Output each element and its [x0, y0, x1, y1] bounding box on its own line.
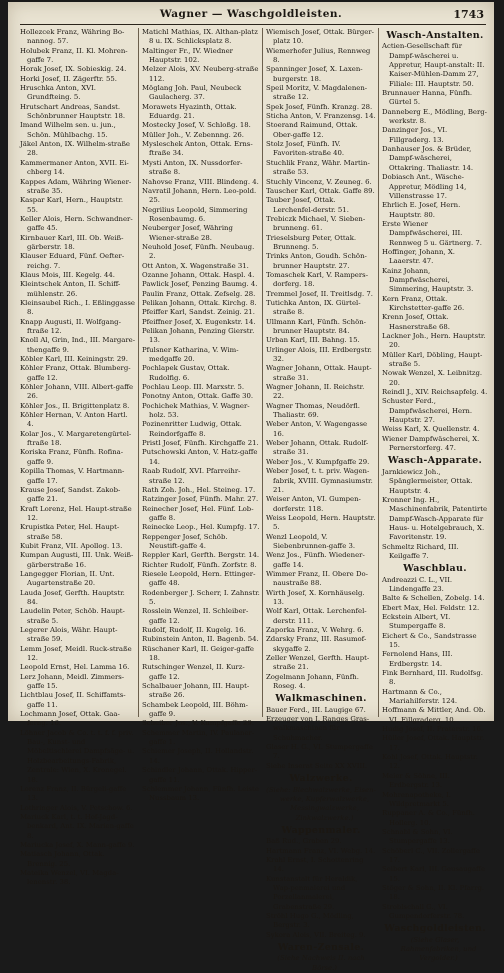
directory-entry: Rosslein Wenzel, II. Schleiber-gaffe 12. [142, 607, 249, 625]
directory-entry: Bauer Ferd., III. Laugige 67. [266, 705, 366, 714]
directory-entry: Schalbauer Johann, III. Haupt-straße 26. [142, 682, 250, 700]
directory-entry: Brunnauer Hanna, Fünfh. Gürtel 5. [382, 89, 473, 107]
directory-entry: Eckstein Albert, VI. Stumpergaffe 8. [382, 612, 451, 631]
directory-entry: Richter Rudolf, Fünfh. Zorfstr. 8. [142, 560, 257, 569]
directory-entry: Jäkel Anton, IX. Wilhelm-straße 28. [20, 140, 131, 158]
directory-entry: Schuster Ferd., Dampfwäscherei, Hern. Hauptstr. 27. [382, 397, 473, 425]
directory-entry: Mysti Anton, IX. Nussdorfer-straße 8. [142, 158, 243, 177]
directory-entry: Tremmel Josef, II. Treitlsdg. 7. [266, 289, 373, 298]
directory-entry: Wenzl Leopold, V. Siebenbrunnen-gaffe 3. [266, 532, 356, 550]
page-number: 1743 [453, 8, 484, 21]
directory-entry: Mostecky Josef, V. Schloßg. 18. [142, 121, 251, 130]
directory-entry: Danneberg E., Mödling, Berg-werkstr. 8. [382, 107, 487, 126]
directory-entry: Holubek Franz, II. Kl. Mohren-gaffe 7. [20, 46, 128, 65]
section-heading: Walzwerke. [289, 773, 353, 785]
directory-entry: Köhler Hernan, V. Anton Hartl. 4. [20, 411, 128, 429]
directory-entry: Lichtblau Josef, II. Schiffamts-gaffe 11. [20, 691, 126, 709]
directory-entry: Urban Karl, III. Bahng. 15. [266, 336, 360, 345]
directory-entry: Baß Rud., Graben 29. [266, 837, 342, 846]
directory-entry: Weiser Anton, VI. Gumpen-dorferstr. 118. [266, 495, 361, 513]
directory-entry: Weber Anton, V. Wagengasse 16. [266, 420, 368, 438]
directory-entry: Tomaschek Karl, V. Rampers-dorferg. 18. [266, 270, 369, 289]
directory-entry: Köbler Karl, III. Keiningstr. 29. [20, 355, 128, 364]
directory-entry: Schemmer Martin, IV. Paulaner-gaffe 1. [142, 728, 255, 747]
directory-entry: Ebert Max, Hel. Feldstr. 12. [382, 603, 480, 612]
directory-entry: Ott Anton, X. Wagenstraße 31. [142, 261, 249, 270]
column-divider [138, 28, 139, 717]
directory-entry: Reppenger Josef, Schöb. Neustift-gaffe 4. [142, 532, 228, 550]
directory-entry: Hartmann & Co., Mariahilferstr. 124. [382, 687, 458, 706]
directory-entry: Rubinstein Anton, II. Bagenb. 54. [142, 635, 259, 644]
directory-entry: Hruschka Anton, XVI. Grundfteing. 5. [20, 84, 96, 102]
directory-entry: Zogelmann Johann, Fünfh. Roseg. 4. [266, 672, 359, 691]
directory-entry: Müller Karl, Döbling, Haupt-straße 5. [382, 350, 483, 369]
directory-entry: Ponotny Anton, Ottak. Gaffe 30. [142, 392, 254, 401]
directory-entry: Reppler Karl, Gerfth. Bergstr. 14. [142, 551, 260, 560]
directory-entry: Fink Bernhard, III. Rudolfsg. 8. [382, 669, 483, 687]
directory-entry: Danzinger Jos., VI. Fillgraderg. 13. [382, 126, 448, 144]
directory-entry: Balte & Schellen, Zobelg. 14. [382, 594, 485, 603]
directory-entry: Langegger Florian, II. Unt. Augartenstraße 20. [20, 569, 115, 588]
directory-entry: Löhner Jacob & Co. t. t. f. f. priv. Bau-, Kunst- und Möbeltischlerei Dampfsäge- u. Holzbearbeitungs-Fabrik, Zentrale: Wien, X. Kronegel. 18. [20, 728, 135, 784]
directory-entry: Navratil Johann, Hern. Leo-pold. 25. [142, 186, 257, 205]
directory-entry: Zdarsky Franz, III. Rasumof-skygaffe 2. [266, 635, 367, 653]
directory-entry: Lochmann Josef, Ottak. Gaa-ferng. 16. [20, 710, 120, 728]
directory-entry: Kumpan Augusti, III. Unk. Weiß-gärberstraße 16. [20, 551, 134, 569]
directory-entry: Stuchlik Franz, Währ. Martin-straße 53. [266, 158, 370, 177]
column-divider [262, 28, 263, 717]
directory-entry: Wirth Josef, X. Kornhäuselg. 13. [266, 588, 365, 606]
directory-entry: Fernolend Hans, III. Erdbergstr. 14. [382, 650, 453, 668]
directory-entry: Krause Josef, Sandst. Zakob-gaffe 21. [20, 485, 121, 504]
directory-entry: Schindler Johann, Ottak. Hipper-gaffe 11. [142, 766, 258, 784]
header-rule [20, 24, 486, 25]
directory-entry: Rodenberger J. Scherr, I. Zahnstr. 5. [142, 588, 260, 606]
directory-entry: Dobiasch Ant., Wäsche-Appretur, Mödling 14, Villenstrasse 17. [382, 173, 467, 200]
page-header [8, 8, 494, 22]
directory-entry: Spek Josef, Fünfh. Kranzg. 28. [266, 102, 373, 111]
directory-entry: Morawets Hyazinth, Ottak. Eduardg. 21. [142, 102, 237, 121]
directory-entry: Kohl Josef, Ottak. Hauptstr. 12. [382, 753, 478, 771]
directory-entry: Sykora Alois, VII. Breiteg. 9. [266, 930, 366, 939]
directory-entry: Stöger & Sohn, II. Kl. Pfarrg. 18. [382, 883, 485, 902]
directory-entry: Weber Josef, t. t. priv. Wagen-fabrik, XVIII. Gymnasiumstr. 21. [266, 467, 373, 494]
directory-entry: Zaporka Franz, V. Wehrg. 6. [266, 626, 364, 634]
directory-entry: Wimmer Franz, II. Obere Do-naustraße 88. [266, 569, 368, 588]
directory-entry: Kolar Jos., V. Margaretengürtel-ftraße 18. [20, 429, 132, 448]
directory-entry: Kraft Lorenz, Hel. Haupt-straße 12. [20, 504, 132, 522]
directory-entry: Horki Josef, II. Zägerftr. 55. [20, 74, 117, 83]
directory-entry: Paulin Franz, Ottak. Zefselg. 28. [142, 289, 256, 298]
directory-entry: Weiss Karl, X. Quellenstr. 4. [382, 425, 480, 434]
directory-entry: Laudelin Peter, Schöb. Haupt-straße 5. [20, 607, 125, 625]
section-heading: Waren-Zensale. [277, 942, 365, 953]
directory-entry: Ruppaner A. & Co., Fünfh. Hollerg. 10. [382, 809, 475, 827]
column-2 [142, 28, 260, 803]
directory-entry: Pristl Josef, Fünfh. Kirchgaffe 21. [142, 439, 259, 448]
directory-entry: Pozinenritter Ludwig, Ottak. Reindorfgaffe 8. [142, 420, 242, 438]
directory-entry: Imand Wilhelm sen. u. jun., Schön. Mühlbachg. 15. [20, 121, 116, 139]
directory-entry: Eichert & Co., Sandstrasse 15. [382, 631, 477, 649]
directory-entry: Tauber Josef, Ottak. Lerchenfel-derstr. 51. [266, 196, 349, 214]
directory-entry: Urlinger Alois, III. Erdbergstr. 32. [266, 345, 372, 364]
directory-entry: Lothringer Alois, V. Petschow. 6. [20, 803, 133, 812]
directory-entry: Hüller Josef, Ottak. Hauptstr. 17. [382, 734, 485, 752]
directory-entry: Leopold Ernst, Hel. Lamma 16. [20, 663, 130, 672]
directory-entry: Möglang Joh. Paul, Neubeck Gaulacherg. 37. [142, 84, 242, 102]
directory-entry: Pochlau Leop. III. Marxstr. 5. [142, 383, 245, 392]
section-heading: Waschblau. [403, 563, 467, 575]
directory-entry: Stolz Josef, Fünfh. IV. Favoriten-straße 40. [266, 140, 345, 158]
directory-entry: Neuberger Josef, Währing Wiener-straße 28. [142, 224, 233, 242]
directory-entry: Riesele Leopold, Hern. Ettinger-gaffe 48. [142, 569, 256, 588]
directory-entry: Trieselsburg Peter, Ottak. Brunneng. 5. [266, 233, 357, 251]
directory-entry: Krahl Ernst, I. Schottenring 14. [266, 855, 364, 874]
directory-entry: Legerer Alois, Währ. Haupt-straße 59. [20, 626, 118, 644]
directory-entry: Pelikan Johann, Penzing Gierstr. 13. [142, 327, 255, 345]
directory-entry: Klauser Eduard, Fünf. Oefter-reichg. 7. [20, 252, 125, 270]
directory-entry: Scheiber Jos., V. Kumpfgaffe 29. [142, 719, 255, 728]
directory-entry: Wolf Karl, Ottak. Lerchenfel-derstr. 111. [266, 607, 367, 625]
directory-entry: Lorenz Franz, II. Bürgeli-gaffe 13. [20, 784, 127, 803]
section-heading: Walkmaschinen. [275, 693, 367, 705]
directory-entry: Stuchly Vincenz, V. Zeuneg. 6. [266, 177, 372, 186]
directory-entry: Wagner Thomas, Neudörfl. Thaliastr. 69. [266, 401, 360, 420]
directory-entry: Erzeuger von I. Ranges Gras-walkmaschinen für Schuhmacher. [266, 715, 370, 742]
directory-entry: Pfeiffner Josef, X. Eugenkstr. 14. [142, 317, 256, 326]
directory-entry: Mysleschek Anton, Ottak. Erns-ftraße 34. [142, 140, 253, 158]
column-3 [266, 28, 376, 972]
directory-entry: Wiemerhofer Julius, Rennweg 8. [266, 46, 371, 65]
directory-entry: Pawlick Josef, Penzing Baumg. 4. [142, 280, 258, 289]
directory-entry: Nowak Wenzel, X. Leibnitzg. 20. [382, 369, 483, 387]
directory-entry: Kern Franz, Ottak. Kirchstetter-gaffe 26. [382, 294, 465, 312]
directory-entry: Ströhl Hugo G., Mödling, Bergstr. 3. [266, 911, 354, 930]
directory-entry: Mohrenapotheke, I. Wildpretmarkt 5. [382, 790, 451, 808]
directory-entry: Schambek Leopold, III. Böhm-gaffe 9. [142, 700, 248, 719]
directory-entry: Zeller Wenzel, Gerfth. Haupt-straße 21. [266, 654, 370, 672]
directory-entry: Weiss Leopold, Hern. Hauptstr. 5. [266, 513, 376, 532]
directory-entry: Mateika Wenzel, VI. Magda-lenenstr. 38. [20, 868, 119, 887]
directory-entry: Putschowski Anton, V. Hatz-gaffe 14. [142, 448, 258, 466]
directory-entry: Köhler Franz, Ottak. Blumberg-gaffe 12. [20, 364, 131, 382]
directory-entry: Pfeiffer Karl, Sandst. Zeinig. 21. [142, 308, 255, 317]
directory-entry: Hollezcek Franz, Währing Bo-nannog. 57. [20, 28, 125, 46]
directory-entry: Erste Wiener Dampfwäscherei, III. Rennweg 5 u. Gärtnerg. 7. [382, 219, 482, 247]
running-title: Wagner — Waschgoldleisten. [159, 8, 343, 20]
section-heading: Wasch-Anstalten. [386, 30, 484, 41]
directory-entry: Mariucka Josef, X. Mann-gaffe 9. [20, 840, 135, 849]
directory-entry: Weber Johann, Ottak. Rudolf-straße 31. [266, 439, 369, 457]
directory-entry: Hrutschart Andreas, Sandst. Schönbrunner Hauptstr. 18. [20, 102, 126, 121]
directory-entry: Krenn Josef, Ottak. Hasnerstraße 68. [382, 313, 450, 331]
directory-entry: Siehe Inserat Seite XX XVIII. [266, 761, 368, 770]
directory-entry: Actien-Gesellschaft für Dampf-wäscherei u. Appretur, Haupt-anstalt: II. Kaiser-Mühlen-Damm 27, Filiale: III. Hauptstr. 50. [382, 42, 485, 88]
directory-entry: Stroblschall G., VI. Gumpendorferstr. 78. [382, 902, 465, 920]
directory-entry: Lackner Joh., Hern. Hauptstr. 20. [382, 332, 486, 350]
directory-entry: Seibert Karl, III. Geusaugaffe 15. [382, 865, 486, 883]
directory-entry: Speil Moritz, V. Magdalenen-straße 12. [266, 84, 368, 102]
directory-entry: Kappes Adam, Währing Wiener-straße 35. [20, 177, 132, 195]
directory-entry: Weber Jos., V. Kumpfgaffe 29. [266, 457, 370, 466]
directory-entry: Andreazzi C. L., VII. Lindengaffe 23. [382, 575, 453, 593]
directory-entry: Rath Zoh. Joh., Hel. Steineg. 17. [142, 485, 256, 494]
directory-entry: Reinecher Josef, Hel. Fünf. Lob-gaffe 8. [142, 504, 254, 522]
directory-entry: Kubit Franz, VII. Apollog. 13. [20, 541, 123, 550]
directory-entry: Kainz Johann, Dampfwäscherei, Simmering, Hauptstr. 3. [382, 266, 474, 294]
directory-entry: Melzer Alois, XV. Neuberg-straße 112. [142, 65, 259, 83]
directory-entry: Schmeltz Richard, III. Keilgaffe 7. [382, 542, 459, 560]
directory-entry: Pochichek Mathias, V. Wagner-holz. 53. [142, 401, 250, 420]
column-1 [20, 28, 136, 887]
directory-entry: Köhler Johann, VIII. Albert-gaffe 26. [20, 383, 134, 401]
directory-entry: Kirnbauer Karl, III. Ob. Weiß-gärberstr. 18. [20, 233, 124, 251]
directory-entry: Knoll Al, Grin, Ind., III. Margare-thengaffe 9. [20, 336, 136, 354]
directory-entry: Pelikan Johann, Ottak. Kirchg. 8. [142, 298, 257, 307]
directory-entry: Schlemmer Johann, Fünfh. Leiste Nussbaum 13. [142, 784, 259, 803]
directory-entry: Horak Josef, IX. Sobieskig. 24. [20, 65, 127, 74]
directory-entry: Keller Alois, Hern. Schwandner-gaffe 45. [20, 214, 133, 233]
directory-entry: Schöberl C., VII. Zollergaffe 17. [382, 846, 480, 864]
directory-entry: Negrilius Leopold, Simmering Rosenbaumg. 6. [142, 205, 248, 223]
directory-entry: Neuhold Josef, Fünfh. Neubaug. 2. [142, 242, 255, 261]
section-heading: Wappenmaler. [281, 824, 361, 836]
directory-entry: Maltinger Fr., IV. Wiedner Hauptstr. 102. [142, 46, 233, 65]
directory-entry: Lerz Johann, Meidl. Zimmers-gaffe 15. [20, 672, 125, 691]
section-heading: Waschgoldleisten. [384, 923, 486, 935]
directory-entry: Ratzinger Josef, Fünfh. Mahr. 27. [142, 495, 259, 504]
directory-entry: Wiemisch Josef, Ottak. Bürger-platz 10. [266, 28, 374, 46]
directory-entry: Wagner Johann, Ottak. Haupt-straße 31. [266, 364, 372, 382]
directory-entry: Kopilla Thomas, V. Hartmann-gaffe 17. [20, 467, 125, 485]
directory-entry: Matiasch Johann, Ottak. Brennig. 25. [20, 850, 105, 868]
directory-entry: Lauda Josef, Gerfth. Hauptstr. 84. [20, 588, 125, 606]
directory-entry: Hudig Josef, II. Praterstr. 16. [382, 725, 484, 734]
directory-entry: Hartmann Franz, VI. Webg. 14. [266, 846, 376, 855]
directory-entry: Krupistka Peter, Hel. Haupt-straße 58. [20, 523, 120, 541]
directory-entry: Rutschinger Wenzel, II. Kurz-gaffe 12. [142, 663, 245, 681]
directory-entry: Stoerand Raimund, Ottak. Ober-gaffe 12. [266, 121, 358, 139]
directory-entry: Kunstanstalt für Heraldik, Wap-penmalerei und Porzellanmalerei, Grabenstraße 29. [266, 874, 358, 911]
directory-entry: Meier & Söhne, III. Erdbergstr. 13. [382, 771, 450, 790]
directory-entry: Nahovse Franz, VIII. Blindeng. 4. [142, 177, 259, 186]
directory-entry: Trinks Anton, Goudh. Schön-brunner Hauptstr. 27. [266, 252, 367, 270]
directory-entry: Lemm Josef, Meidl. Ruck-straße 12. [20, 644, 132, 663]
directory-entry: Danhauser Jos. & Brüder, Dampf-wäscherei, Ottakring. Thaliastr. 14. [382, 145, 474, 172]
cross-reference-note: (Siehe Glaser, Rahmenfabriken, und Vergolder.) [400, 935, 477, 963]
directory-entry: Kleintschek Anton, II. Schiff-mühlenstr. 26. [20, 280, 121, 298]
directory-entry: Müller Joh., V. Zebennng. 26. [142, 130, 244, 139]
directory-entry: Reinecke Leop., Hel. Kumpfg. 17. [142, 523, 260, 532]
column-4 [382, 28, 488, 963]
directory-entry: Tauscher Karl, Ottak. Gaffe 89. [266, 186, 375, 195]
directory-entry: Schnabl & Sohn, VI. Stumpergaffe 13. [382, 827, 453, 846]
directory-entry: Glaser H. G., VI. Stumpergaffe 7. [266, 743, 373, 761]
directory-entry: Reindl J., XIV. Reichsapfelg. 4. [382, 388, 488, 397]
directory-entry: Kammermaner Anton, XVII. Ei-chberg 14. [20, 158, 129, 177]
directory-entry: Ozanne Johann, Ottak. Haspl. 4. [142, 270, 255, 279]
section-heading: Wasch-Apparate. [387, 455, 483, 467]
directory-entry: Wiener Dampfwäscherei, X. Pernerstorferg. 47. [382, 434, 480, 453]
directory-entry: Raab Rudolf, XVI. Pfarreihr-straße 12. [142, 467, 241, 485]
directory-entry: Tutichka Anton, IX. Gürtel-straße 8. [266, 298, 361, 317]
directory-entry: Schiemer Joseph, II. Hollandstr. 14. [142, 747, 254, 765]
cross-reference-note: (Siehe Nachweis II. nach Börse.) [277, 954, 365, 972]
directory-entry: Matichl Mathias, IX. Althan-platz 8 u. IX. Schlicksplatz 8. [142, 28, 258, 46]
directory-entry: Wenz Jos., Fünfh. Wiedener-gaffe 14. [266, 551, 365, 569]
directory-entry: Hoffinger, Johann, X. Laaerstr. 47. [382, 247, 455, 266]
directory-entry: Knapp Augusti, II. Wolfgang-ftraße 12. [20, 317, 121, 335]
directory-entry: Kleinsaubel Rich., I. Eßlinggasse 8. [20, 298, 135, 317]
directory-entry: Ehrlich E. Josef, Hern. Hauptstr. 80. [382, 201, 461, 219]
cross-reference-note: (Siehe: Blechwalzwerke, Eisen-werke, Kupferwalzwerke, Messingwalzwerke, Zinkwalzwerke.) [266, 785, 376, 822]
directory-entry: Köhler Jos., II. Brigittenplatz 8. [20, 401, 130, 410]
directory-entry: Mariuck Karl, t. t. Hof-Jagd-benkard, Ant. IX. Marien-gaffe 8. [20, 812, 134, 840]
directory-entry: Koriska Franz, Fünfh. Rofina-gaffe 9. [20, 448, 124, 466]
directory-entry: Spanninger Josef, X. Laxen-burgerstr. 18. [266, 65, 363, 83]
directory-entry: Ullmann Karl, Fünfh. Schön-brunner Hauptstr. 84. [266, 317, 367, 335]
directory-entry: Pfulsner Katharina, V. Wim-medgaffe 20. [142, 345, 239, 364]
directory-entry: Rüschaner Karl, II. Geiger-gaffe 18. [142, 644, 254, 663]
directory-entry: Kaspar Karl, Hern., Hauptstr. 55. [20, 196, 124, 214]
directory-entry: Hoffmann & Mittler, And. Ob. VI. Fillgraderg. 10. [382, 706, 486, 724]
directory-entry: Kronner Ing. H., Maschinenfabrik, Patentirte Dampf-Wasch-Apparate für Haus- u. Hotelgebrauch, X. Favoritenstr. 19. [382, 495, 488, 542]
directory-entry: Sticha Anton, V. Franzensg. 14. [266, 112, 376, 121]
directory-page [8, 2, 494, 972]
column-divider [378, 28, 379, 717]
directory-entry: Jarnkiewicz Joh., Spänglermeister, Ottak. Hauptstr. 4. [382, 467, 473, 495]
directory-entry: Trebiczk Michael, V. Sieben-brunneng. 61. [266, 214, 366, 233]
directory-entry: Wagner Johann, II. Reichstr. 22. [266, 383, 365, 401]
directory-entry: Klaus Mois, III. Kegelg. 44. [20, 270, 115, 279]
directory-entry: Rudolf, Rudolf, II. Kugelg. 16. [142, 626, 246, 634]
directory-entry: Pochlapek Gustav, Ottak. Rudolfig. 6. [142, 364, 230, 382]
